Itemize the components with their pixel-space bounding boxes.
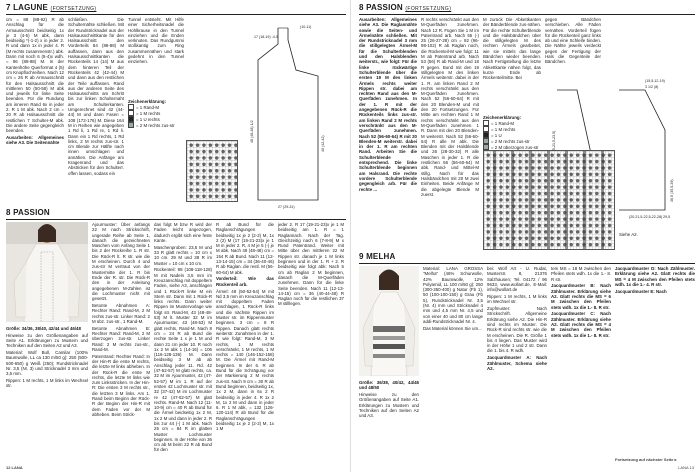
right-page — [350, 0, 700, 472]
schematic-label-side: 40 (42-42) — [321, 135, 325, 152]
melha-rule — [359, 263, 695, 264]
section-title-melha: 9 MELHA — [359, 252, 396, 261]
passion-ajour-chart — [483, 150, 615, 250]
melha-column-2: Material: LANA GROSSA "Melha" (46% Schurwolle, 42% Baumwolle, 12% Polyamid, LL 100 m/50 g): 250 (300-350-400) g Natur (Fb 1), 50 (100-100-150) g Grau (Fb 5), Rundstricknadel Nr. 3,5 (Nr. 4) mm und Stricknadel 4 mm und 4,5 mm Nr. 4,5 und von einer 40 und 80 cm lange addi-Rundstricknadel Nr. 4. Das Material können Sie um... — [423, 266, 483, 331]
schematic-label-length: 48 (46-48) 1/2 — [250, 120, 254, 143]
section-title-lagune: 7 LAGUNE (FORTSETZUNG) — [6, 3, 97, 12]
lagune-column-2: schließen. Die Schulternähte schließen. Mit der Rundstricknadel aus der Halsausschnittkante für den Halsausschnitt den Vorderteils 84 (88-88) M auffassen, dann aus den Halsausschnittkanten die Rückenteils 14 (14) M aus dem hinteren Teil der Rückenteils 42 (42-44) M und dann aus den restlichen der Teile auffassen. Rand aus der anderen Seite des Halsausschnitts am Schritt bis zur linken Schulternaht am Schulterkanten. Umgerechnet sind 42 (44-44) M und dann Fasen = 108 (172-176) M. Diese 164 M in Reihen wie angegeben 1 Rd li, 1 Rd re, 1 Rd li. Dann ein 1 Rd rechts, 1 Rd links, 2 M rechts zus-str. 1 cm Blende zur Hälfte nach innen umschlagen und annähen. Die Anfänge am Kragenrand und das Abstricken für den Schulterr. offen lassen, sodass ein — [68, 17, 124, 176]
passion-schem-label-right: 36,5 (35,5-39) — [670, 179, 674, 202]
lagune-schematic — [248, 20, 344, 210]
passion-schem-label-top: (15,5-12-19) — [645, 79, 665, 83]
melha-column-5: Jacquardmuster D: Nach Zählmuster. Erklärung siehe A2. Glatt rechts die MS = 4 M zwischen den Pfeilen stets wdh. 1x die 1.- 4. R str. Jacquardmuster E: Nach — [615, 266, 695, 294]
passion-cont-column-1: Ausarbeiten: Allgemeines siehe A3. Die Raglannähte sowie die Seiten- und Ärmelnähte schließen. Mit der Rundstricknadel 3 mm die stillgelegten Ärmel-M für die Schulterblenden und den Halsblenden weiterstr., wie folgt: Für die linke rückwärtige Schulterblende über die ersten 19 M des linken Ärmels rechts weiter Rippen str. dabei am rechten Rand aus den M-Querfäden zunehmen. In der 1. R mit der angegebenen Rück-R die Rückenteils links zus-str. am linken Rand 2 M rechts verschränkt aus den M-Querfäden zunehmen. Nach 52 (56-60-64) R mit 20 Blenden-M weiterstr. dabei in der 1. R am rechten Rand. Arbeiten Sie die Schulterblende entsprechend. Die linke Schulterblende beginnen am Halsrand. Die rechte vordere Schulterblende gegengleich arb. Für die rechte ... — [359, 17, 417, 192]
continuation-note: Fortsetzung auf nächster Seite ▸ — [615, 457, 677, 462]
melha-column-1: Größe: 36/38, 40/42, 44/46 und 48/50 Hinweise zu den Größenangaben auf Seite A1. Erklärungen zu Mustern und Techniken auf den Seiten A2 und A3. — [359, 380, 419, 419]
passion-sweater-photo — [6, 222, 88, 322]
section-title-passion-cont: 8 PASSION (FORTSETZUNG) — [359, 3, 452, 12]
passion-rule — [6, 219, 346, 220]
lagune-legend: Zeichenerklärung: = 1 Rand-M = 1 M rechts = 1 U rechts = 2 M rechts zus-str — [128, 99, 175, 128]
schematic-label-top: (10-11) — [300, 25, 312, 29]
passion-column-2: Ajourmuster: Über anfangs 22 M nach Strickschrift, ungerade Reihe ab Seite 1, danach die gezeichneten Maschen vom Anfang Seite 1 bis 2 der Rückreihe 1. R str. Die Rück-R lt. R str. wie die M erscheinen. Durch 4 und zus-str M vertraut von der Mustermitte der 1. R bis Ende der R. str. Die Rück-R den in der Anleitung angegebenen M-Zahlen ist die Lochmuster nicht mit gesetzt. Betonte Abnahmen A: Rechter Rand: Rand-M, 2 M rechts zus-str. Linker Rand: 2 M übz. zus-str., 1 Rand-M. Betonte Abnahmen B: Rechter Rand: Rand-M, 2 M überzogen zus-str. Linker Rand: 2 M rechts zus-str., Rand-M. Patentrand: Rechter Rand: In der Hin-R die erste M rechts, die letzte M links abheben. In der Rück-R die erste M rechts, die letzte M links wie zum Linksstricken. In der Hin-R: Die ersten 3 M rechts str., die letzten 3 M links. Am 1. Rand beim Beginn der Rück-R der Beginn der Hin-R mit dem Faden vor der M abheben. Beim Strick- — [92, 222, 150, 417]
section-title-passion: 8 PASSION — [6, 208, 50, 217]
passion-cont-column-3: M zurück Die Abkettkanten der Bänderblende zus-nähen. Für die rechte Schulterblende und die Halsbändchen über die stillgelegten M des rechten Ärmels gearbeitet, wie sie mittels das lange Bändchen wieder beenden. Nach Fertigstellung die letzte Abkettkante nähen folgt, das kurze Ende ab Rückenteilmitte. Bei — [483, 17, 541, 81]
melha-column-3: bei: Wolf Art - U. Rudat, Musterstr. 8, 21376 Salzhausen; Tel. 04172 / 96 9633, www.wollart.de, E-Mail: info@wollart.de Rippen: 1 M rechts, 1 M links im Wechsel str. Zopfmuster: Nach Strickschrift. Allgemeine Erklärung siehe A2. Die Hin-R sind rechts im Muster. Die Rück-R sind rechts str. wie die M erscheinen. Die R. Größe 1 bis 4 liegen. Das Muster wird in der Höhe 1 und 2 str. Dann die 1. bis 4. R wdh. Jacquardmuster A: Nach Zählmuster, Schema siehe A2. — [487, 266, 547, 371]
legend-swatch-k2tog — [128, 122, 134, 128]
schematic-label-neck: 17 (18-19) -4-5 — [254, 35, 278, 39]
passion-cont-column-4: gegen Bändchen verschieben. Alle Fäden vernähen. Vorderteil fügen für die Rückenteil ganz links ab und eine Schleife binden. Die Nähte jeweils verdeckt gegen der Fertigung der Hals die Gegenteile der Bändchen. — [545, 17, 601, 65]
lagune-column-1: cm = 88 (88-92) R ab Anschlag für die Armausschnitt beidseitig 1x je 3 (4-5) M abk, dann beidseitig *(-1-2) x in jeder 2. R und dann 1x in jeder 4. R (M rechts zusammenstr.) abk. Dann mit noch 6 (5-4)x wdh. = 96 (88-88) M. In der Kantenhöhe Querformat 4 (5) cm Knopflochreihen. Nach 12 cm = 26 R ab Armausschnitt für den Halsausschnitt die mittleren 50 (50-58) M abk und jeweils für linke Seite beenden. Für die Rundung am inneren Rand 6x in jeder 2. R 1 M abk. Nach 2 cm = 20 R ab Halsausschnitt die restlichen 7 Schulter-M abk. Die andere Seite gegengleich beenden. Ausarbeiten: Allgemeines siehe A3. Die Seitennähte — [6, 17, 64, 146]
chart-note: Siehe A2. — [619, 232, 638, 237]
passion-legend: Zeichenerklärung: = 1 Rand-M = 1 M rechts = 1 U = 2 M rechts zus-str = 2 M überzogen zus-str — [483, 115, 539, 150]
passion-column-1: Größe: 34/36, 38/40, 42/44 und 46/48 Hinweise zu den Größenangaben auf Seite A1. Erklärungen zu Mustern und Techniken auf den Seiten A2 und A3. Material: Wolf Bull, Camilar (100% Baumwolle, LL ca 130 m/50 g): 250 (500-500-650) g Weiß (250); Rundstricknadel Nr. 3,5 (Nr. 3) und Stricknadel 3 mm und 3,5 mm. Rippen: 1 M rechts, 1 M links im Wechsel str. — [6, 326, 88, 389]
passion-column-5: jeder 2. R 17 (19-21-23)x je 1 M beidseitig am 1. R = 1 Raglannach. Nach der Tag. Gleichzeitig nach 6 (7-8-9) M x Rund Patentrand. Weiter mit Mitte über den mittleren 22 M Rippen str. danach je 1 M links beginnen und in der 1. R + 2. R beidseitig wie folgt abk: Nach 5 cm ab Raglan 2 M beginnen, danach die M-Querfäden zunehmen. Dann für die linke Seite beenden. Nach 11 (12-13-14-15) cm = 36 (40-44-48) R Raglan noch für die restlichen 37 M stilllegen. — [278, 222, 344, 307]
passion-cont-column-2: R rechts verschränkt aus den M-Querfäden zunehmen. Nach 12 R. Fügen Sie 1 M im Patentrand arb. Nach 55 (-) 25 (26-27-28) cm = 92 (96-98-102) R ab Raglan noch, die Rückenteil-M wie folgt: 11 M ab Patentrand arb. Nach 53 (56) R ab Rand-M und 18 R gegen. Bund mit den 19 stillgelegten M des linken Ärmels weiterstr. dabei in der 1. R. am linken Rand 2 M rechts verschränkt aus den M-Querfäden zunehmen. Nach 52 (56-60-64) R mit den 20 Blenden-M und mit den 20 Fortsetzungen. Für Mitte am rechten Rand 1 M rechts verschränkt aus den M-Querfäden zunehmen. 1 R. Dann mit den 20 Blenden-M weiterstr. Nach 52 (56-60-64) R alle M abk. Die Blenden mit der Halsblende und 26 (28-30-32) R alle Maschen in jeder 1. R die restlichen 56 (56-60-64) M abk. Rand- und Mittel-M stillg. Nach für das Halsbändchen mit 20 M zwei Einheiten. Beide Anfänge M die abgelegte Blende M zuerst. — [421, 17, 479, 197]
passion-schem-label-bottom: (20-21,5-22,5-22-28) 29,5 — [629, 215, 671, 219]
schematic-label-width: 27 (29-31) — [278, 205, 295, 209]
passion-column-4: R ab Bund für die Raglanschrägungen beidseitig 1x je 2 (2-2) M, 1x 2 (2) M (17 (19-21-23)x je 1 M in jeder 2. R, 4 M je 5 (-) je M abk. Nach 48 (48-48) cm = 154 R ab Bund. Nach 11 (12-13-14-15) cm = 34 (36-40-46) R ab Raglan. die restl. M (56-60-64) M abk. Vorderteil: Wie das Rückenteil arb. Ärmel: 48 (50-52-54) M mit Nd 3,5 mm im Kreuzanschlag mit doppeltem Faden anschlagen, 1 Rück-R links und die nächste Rippen im Muster str. im Rippenmuster beginnen. 3 cm = 8 R Rippen. Danach glatt rechts weiterstr. Zunahmen in der 1. R wie folgt: Rand-M, 3 M rechts, 1 M rechts verschränkt, 1 M rechts, 1 M rechts = 140 (146-152-158) M. Die Ärmel mit Rand-M beginnen. In der 6. R ab Bund für die Schrägung vor der Markierung 2 M rechts zus-str. Nach 9 cm = 30 R ab Bund beginnen, beidseitig 1x, 1x 2 M, dann in 6x 2 R beidseitig in jeder 4. R 1x 2 M, 1x 2 M und dann in jeder 6. R 1 M abk, = 132 (126-120-114) R ab Bund für die Raglanschrägungen beidseitig 1x je 2 (2-2) M, 1x 1 M — [216, 222, 274, 432]
right-header-rule — [359, 14, 695, 15]
lagune-column-3: Tunnel entsteht. Mit Hilfe einer Sicherheitsnadel die Hohlkrause in den Tunnel einziehen und die Enden verknoten. Das Rundgummi stoßkantig zum Ring zusammennähen und stark gedehnt in den Tunnel einziehen. — [128, 17, 184, 65]
passion-column-3: das folgt M bzw R wird der Faden leicht angezogen, dadurch ergibt sich eine feste Kante. Maschenproben: 23,5 M und 33 R glatt rechts = 10 cm x 10 cm. 29 M und 38 R im Muster = 10 cm x 10 cm. Rückenteil: 98 (108-118-128) M mit Nadeln 3,5 mm im Kreuzanschlag mit doppeltem Faden, siehe A3, anschlagen und 1 Rück-R linke M ein Stern str. Dann mit 1 Rück-R links rechts. Dann weiter Rippen im Mustervorlage wie folgt str. Rand-M, 43 (48-48-53) M lt. Muster 32 M im Ajourmuster, 43 (48-53) M glatt rechts, Rand-M. Nach 8 cm = 24 R ab Bund die rechte Seite 1 x je 1 M und dann 21 cm jeder 10. R noch 1x 2 M abk 1 (14-16) = 106 (116-128-136) M. Dann beidseitig 3 M ab ab Anschlag jeder 11. Rd. 42 (47-52-57) M glatt rechts, ca. 32 M im Ajourmuster, 42 (47-52-57) M im 1. R auf der ersten 42 Lochmuster str. mit 32 (37-42) M im Lochmuster re 42 (47-52-57) M glatt rechts. Rand-M. Nach 12 (11-10-9) cm = 40 R ab Bund für die Ärmel beidseitig 1x 2 M, 1x 2 M und dann in jeder 2. R bis zur 44 (-) 1 M abk. Nach 25 cm = 84 R im glatten Muster Lochmuster beginnen. In der Höhe von 36 cm ab M beim 22 R ab Bund für den — [154, 222, 212, 453]
right-footer: LANA 13 — [678, 465, 694, 470]
melha-sweater-photo — [359, 266, 419, 376]
header-rule — [6, 14, 346, 15]
passion-schem-label-top2: 3 1/2 (8) — [645, 85, 659, 89]
melha-column-4: tem MS = 18 M zwischen den Pfeilen stets wdh. 1x die 1.- 8. R str. Jacquardmuster B: Nach Zählmuster. Erklärung siehe A2. Glatt rechts die MS = 6 M zwischen den Pfeilen stets wdh. 1x die 1.- 8. R str. Jacquardmuster C: Nach Zählmuster. Erklärung siehe A2. Glatt rechts die MS = 4 M zwischen den Pfeilen stets wdh. 1x die 1.- 8. R str. — [551, 266, 611, 338]
left-footer: 12 LANA — [6, 465, 23, 470]
lagune-stitch-chart — [186, 140, 238, 202]
